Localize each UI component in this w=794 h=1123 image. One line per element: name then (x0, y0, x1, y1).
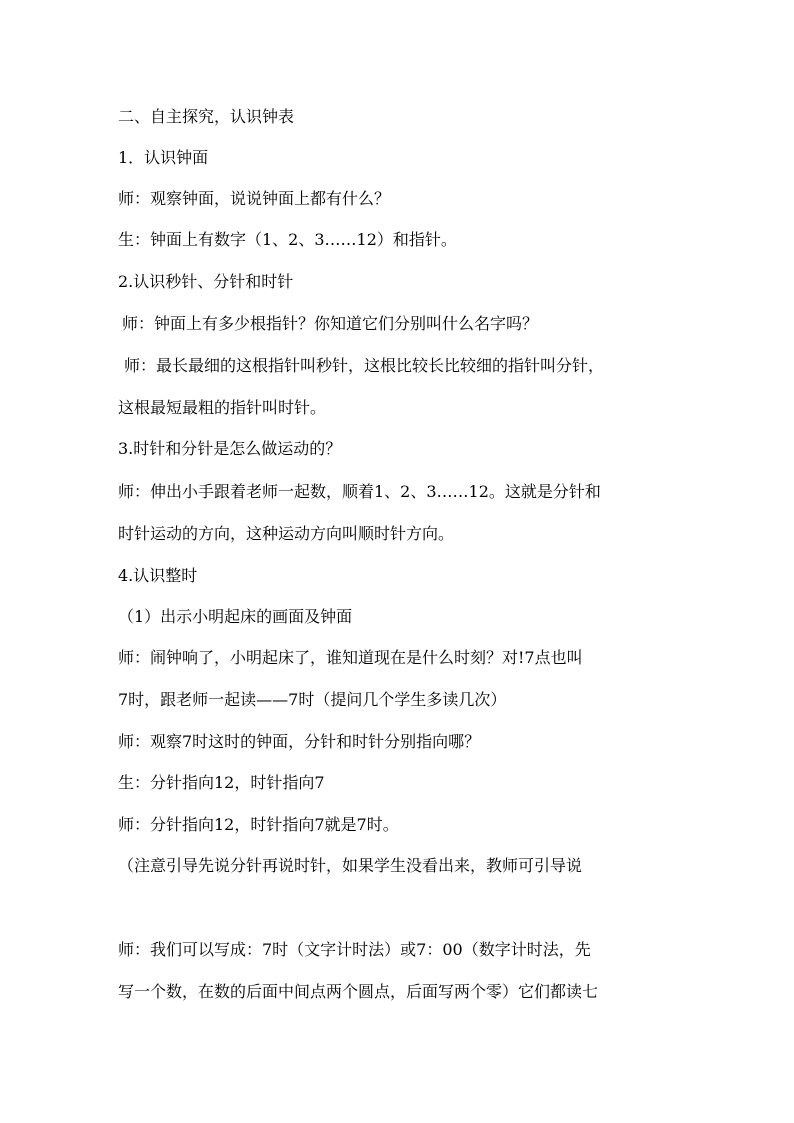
section-heading: 二、自主探究，认识钟表 (118, 107, 295, 126)
paragraph-line: 写一个数，在数的后面中间点两个圆点，后面写两个零）它们都读七 (118, 982, 599, 1001)
paragraph-line: 这根最短最粗的指针叫时针。 (118, 398, 327, 417)
paragraph-line: 7时，跟老师一起读——7时（提问几个学生多读几次） (118, 690, 507, 709)
paragraph-line: 师：闹钟响了，小明起床了，谁知道现在是什么时刻？对!7点也叫 (118, 648, 583, 667)
paragraph-line: 生：钟面上有数字（1、2、3……12）和指针。 (118, 230, 457, 249)
paragraph-line: 生：分针指向12，时针指向7 (118, 773, 325, 792)
paragraph-line: （1）出示小明起床的画面及钟面 (118, 607, 353, 626)
subheading-2: 2.认识秒针、分针和时针 (118, 272, 294, 291)
paragraph-line: 师：最长最细的这根指针叫秒针，这根比较长比较细的指针叫分针， (124, 356, 605, 375)
paragraph-line: （注意引导先说分针再说时针，如果学生没看出来，教师可引导说 (118, 856, 583, 875)
paragraph-line: 师：我们可以写成：7时（文字计时法）或7：00（数字计时法，先 (118, 940, 591, 959)
paragraph-line: 师：观察钟面，说说钟面上都有什么？ (118, 189, 391, 208)
subheading-3: 3.时针和分针是怎么做运动的？ (118, 439, 342, 458)
subheading-1: 1．认识钟面 (118, 148, 209, 167)
paragraph-line: 时针运动的方向，这种运动方向叫顺时针方向。 (118, 524, 455, 543)
subheading-4: 4.认识整时 (118, 566, 198, 585)
paragraph-line: 师：观察7时这时的钟面，分针和时针分别指向哪？ (118, 732, 481, 751)
paragraph-line: 师：伸出小手跟着老师一起数，顺着1、2、3……12。这就是分针和 (118, 482, 601, 501)
paragraph-line: 师：钟面上有多少根指针？你知道它们分别叫什么名字吗？ (122, 314, 539, 333)
paragraph-line: 师：分针指向12，时针指向7就是7时。 (118, 815, 399, 834)
